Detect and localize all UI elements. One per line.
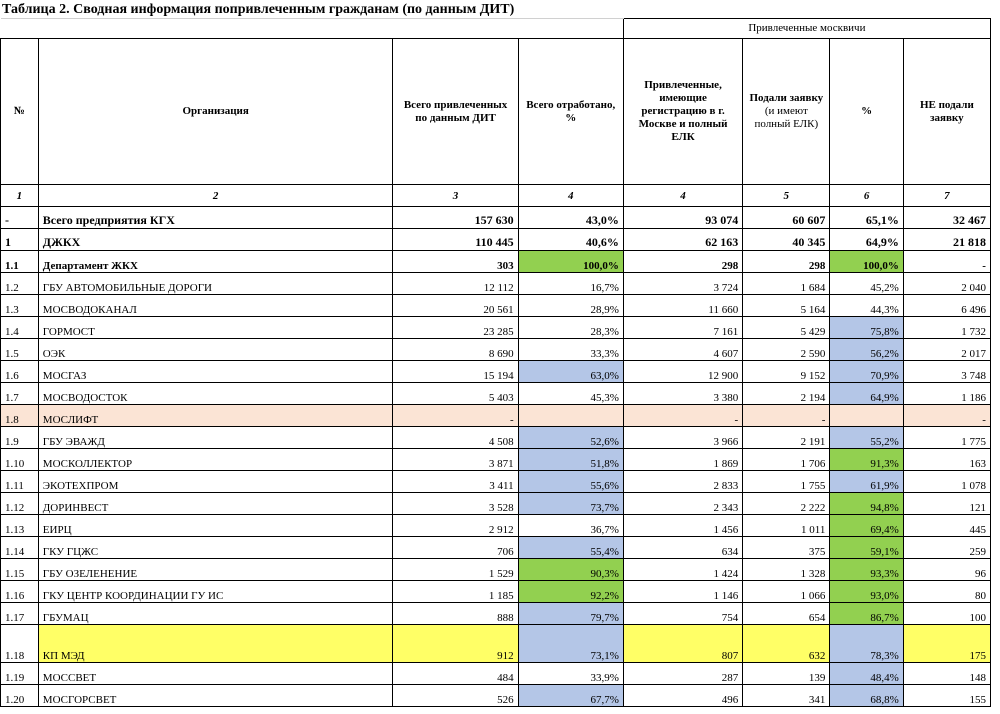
done-pct-cell: 40,6%: [518, 229, 623, 251]
registered-cell: 1 146: [623, 581, 742, 603]
registered-cell: 4 607: [623, 339, 742, 361]
not-applied-cell: -: [903, 405, 990, 427]
row-number: 1.7: [1, 383, 39, 405]
pct-cell: 86,7%: [830, 603, 903, 625]
applied-cell: 654: [743, 603, 830, 625]
done-pct-cell: 92,2%: [518, 581, 623, 603]
row-number: 1.1: [1, 251, 39, 273]
row-number: 1.15: [1, 559, 39, 581]
total-cell: 526: [393, 685, 518, 707]
pct-cell: 64,9%: [830, 383, 903, 405]
org-name: КП МЭД: [38, 625, 393, 663]
org-name: Всего предприятия КГХ: [38, 207, 393, 229]
table-row: [1, 471, 1000, 493]
done-pct-cell: 90,3%: [518, 559, 623, 581]
org-name: МОСГАЗ: [38, 361, 393, 383]
not-applied-cell: 121: [903, 493, 990, 515]
done-pct-cell: 79,7%: [518, 603, 623, 625]
not-applied-cell: 2 040: [903, 273, 990, 295]
edge-spacer: [990, 317, 999, 339]
edge-spacer: [990, 207, 999, 229]
index-cell: 5: [743, 185, 830, 207]
registered-cell: 3 380: [623, 383, 742, 405]
org-name: ГБУМАЦ: [38, 603, 393, 625]
row-number: -: [1, 207, 39, 229]
total-cell: 3 528: [393, 493, 518, 515]
pct-cell: 94,8%: [830, 493, 903, 515]
registered-cell: 93 074: [623, 207, 742, 229]
not-applied-cell: 96: [903, 559, 990, 581]
done-pct-cell: 55,4%: [518, 537, 623, 559]
total-cell: 3 871: [393, 449, 518, 471]
index-cell: 2: [38, 185, 393, 207]
edge-spacer: [990, 273, 999, 295]
total-cell: -: [393, 405, 518, 427]
table-row: [1, 405, 1000, 427]
not-applied-cell: 100: [903, 603, 990, 625]
applied-cell: 375: [743, 537, 830, 559]
done-pct-cell: 28,3%: [518, 317, 623, 339]
table-row: [1, 207, 1000, 229]
row-number: 1.19: [1, 663, 39, 685]
edge-spacer: [990, 537, 999, 559]
applied-cell: 60 607: [743, 207, 830, 229]
org-name: ГБУ ЭВАЖД: [38, 427, 393, 449]
total-cell: 888: [393, 603, 518, 625]
pct-cell: 55,2%: [830, 427, 903, 449]
row-number: 1.10: [1, 449, 39, 471]
index-cell: 6: [830, 185, 903, 207]
edge-spacer: [990, 625, 999, 663]
table-row: [1, 603, 1000, 625]
col-header-registered: Привлеченные, имеющие регистрацию в г. Москве и полный ЕЛК: [623, 39, 742, 185]
org-name: МОСВОДОКАНАЛ: [38, 295, 393, 317]
applied-cell: 2 222: [743, 493, 830, 515]
pct-cell: 93,0%: [830, 581, 903, 603]
total-cell: 912: [393, 625, 518, 663]
done-pct-cell: [518, 405, 623, 427]
not-applied-cell: 163: [903, 449, 990, 471]
total-cell: 484: [393, 663, 518, 685]
row-number: 1.13: [1, 515, 39, 537]
registered-cell: 754: [623, 603, 742, 625]
total-cell: 303: [393, 251, 518, 273]
applied-cell: 2 194: [743, 383, 830, 405]
table-row: [1, 493, 1000, 515]
group-header-muscovites: Привлеченные москвичи: [623, 19, 990, 39]
pct-cell: 70,9%: [830, 361, 903, 383]
done-pct-cell: 73,7%: [518, 493, 623, 515]
row-number: 1.16: [1, 581, 39, 603]
pct-cell: [830, 405, 903, 427]
registered-cell: 11 660: [623, 295, 742, 317]
total-cell: 12 112: [393, 273, 518, 295]
table-row: [1, 229, 1000, 251]
pct-cell: 75,8%: [830, 317, 903, 339]
org-name: МОССВЕТ: [38, 663, 393, 685]
not-applied-cell: 32 467: [903, 207, 990, 229]
edge-spacer: [990, 229, 999, 251]
col-header-done: Всего отработано, %: [518, 39, 623, 185]
pct-cell: 91,3%: [830, 449, 903, 471]
edge-spacer: [990, 251, 999, 273]
index-cell: 4: [518, 185, 623, 207]
total-cell: 23 285: [393, 317, 518, 339]
done-pct-cell: 63,0%: [518, 361, 623, 383]
col-header-applied-note: (и имеют полный ЕЛК): [754, 105, 819, 130]
edge-spacer: [990, 515, 999, 537]
applied-cell: 1 684: [743, 273, 830, 295]
done-pct-cell: 43,0%: [518, 207, 623, 229]
done-pct-cell: 16,7%: [518, 273, 623, 295]
not-applied-cell: -: [903, 251, 990, 273]
row-number: 1: [1, 229, 39, 251]
row-number: 1.12: [1, 493, 39, 515]
col-header-applied-title: Подали заявку: [749, 92, 824, 104]
row-number: 1.5: [1, 339, 39, 361]
table-title: Таблица 2. Сводная информация попривлеченным гражданам (по данным ДИТ): [2, 2, 515, 17]
row-number: 1.6: [1, 361, 39, 383]
total-cell: 1 185: [393, 581, 518, 603]
applied-cell: -: [743, 405, 830, 427]
total-cell: 110 445: [393, 229, 518, 251]
registered-cell: 1 424: [623, 559, 742, 581]
registered-cell: 2 833: [623, 471, 742, 493]
row-number: 1.20: [1, 685, 39, 707]
row-number: 1.4: [1, 317, 39, 339]
col-header-applied: [743, 39, 830, 185]
org-name: МОСВОДОСТОК: [38, 383, 393, 405]
table-row: [1, 581, 1000, 603]
applied-cell: 2 191: [743, 427, 830, 449]
applied-cell: 632: [743, 625, 830, 663]
registered-cell: 2 343: [623, 493, 742, 515]
table-row: [1, 251, 1000, 273]
edge-spacer: [990, 295, 999, 317]
total-cell: 157 630: [393, 207, 518, 229]
registered-cell: 12 900: [623, 361, 742, 383]
applied-cell: 40 345: [743, 229, 830, 251]
table-row: [1, 625, 1000, 663]
edge-spacer: [990, 559, 999, 581]
registered-cell: 298: [623, 251, 742, 273]
table-row: [1, 537, 1000, 559]
org-name: Департамент ЖКХ: [38, 251, 393, 273]
header-row: [1, 39, 1000, 185]
registered-cell: 62 163: [623, 229, 742, 251]
pct-cell: 59,1%: [830, 537, 903, 559]
table-row: [1, 273, 1000, 295]
total-cell: 1 529: [393, 559, 518, 581]
summary-table: [0, 18, 1000, 707]
done-pct-cell: 45,3%: [518, 383, 623, 405]
pct-cell: 64,9%: [830, 229, 903, 251]
registered-cell: 496: [623, 685, 742, 707]
edge-spacer: [990, 663, 999, 685]
col-header-pct: %: [830, 39, 903, 185]
registered-cell: 7 161: [623, 317, 742, 339]
applied-cell: 9 152: [743, 361, 830, 383]
not-applied-cell: 155: [903, 685, 990, 707]
org-name: ДОРИНВЕСТ: [38, 493, 393, 515]
index-row: [1, 185, 1000, 207]
edge-spacer: [990, 603, 999, 625]
pct-cell: 45,2%: [830, 273, 903, 295]
done-pct-cell: 33,9%: [518, 663, 623, 685]
edge-spacer: [990, 361, 999, 383]
total-cell: 706: [393, 537, 518, 559]
done-pct-cell: 67,7%: [518, 685, 623, 707]
not-applied-cell: 1 775: [903, 427, 990, 449]
org-name: ОЭК: [38, 339, 393, 361]
org-name: МОСЛИФТ: [38, 405, 393, 427]
registered-cell: 1 869: [623, 449, 742, 471]
pct-cell: 65,1%: [830, 207, 903, 229]
applied-cell: 2 590: [743, 339, 830, 361]
row-number: 1.14: [1, 537, 39, 559]
org-name: ГБУ ОЗЕЛЕНЕНИЕ: [38, 559, 393, 581]
index-cell: 7: [903, 185, 990, 207]
table-row: [1, 339, 1000, 361]
applied-cell: 1 706: [743, 449, 830, 471]
index-cell: 3: [393, 185, 518, 207]
done-pct-cell: 33,3%: [518, 339, 623, 361]
registered-cell: 3 724: [623, 273, 742, 295]
not-applied-cell: 6 496: [903, 295, 990, 317]
row-number: 1.11: [1, 471, 39, 493]
edge-spacer: [990, 405, 999, 427]
registered-cell: -: [623, 405, 742, 427]
applied-cell: 5 164: [743, 295, 830, 317]
not-applied-cell: 445: [903, 515, 990, 537]
not-applied-cell: 259: [903, 537, 990, 559]
table-row: [1, 559, 1000, 581]
done-pct-cell: 52,6%: [518, 427, 623, 449]
org-name: МОСКОЛЛЕКТОР: [38, 449, 393, 471]
applied-cell: 1 066: [743, 581, 830, 603]
done-pct-cell: 100,0%: [518, 251, 623, 273]
row-number: 1.18: [1, 625, 39, 663]
pct-cell: 93,3%: [830, 559, 903, 581]
not-applied-cell: 2 017: [903, 339, 990, 361]
org-name: ЕИРЦ: [38, 515, 393, 537]
org-name: ЭКОТЕХПРОМ: [38, 471, 393, 493]
row-number: 1.9: [1, 427, 39, 449]
edge-spacer: [990, 339, 999, 361]
col-header-no: №: [1, 39, 39, 185]
pct-cell: 100,0%: [830, 251, 903, 273]
not-applied-cell: 1 186: [903, 383, 990, 405]
org-name: ГКУ ЦЕНТР КООРДИНАЦИИ ГУ ИС: [38, 581, 393, 603]
row-number: 1.8: [1, 405, 39, 427]
not-applied-cell: 21 818: [903, 229, 990, 251]
done-pct-cell: 55,6%: [518, 471, 623, 493]
pct-cell: 56,2%: [830, 339, 903, 361]
registered-cell: 287: [623, 663, 742, 685]
row-number: 1.17: [1, 603, 39, 625]
table-row: [1, 361, 1000, 383]
total-cell: 8 690: [393, 339, 518, 361]
not-applied-cell: 175: [903, 625, 990, 663]
table-row: [1, 317, 1000, 339]
total-cell: 20 561: [393, 295, 518, 317]
total-cell: 15 194: [393, 361, 518, 383]
done-pct-cell: 73,1%: [518, 625, 623, 663]
applied-cell: 5 429: [743, 317, 830, 339]
pct-cell: 68,8%: [830, 685, 903, 707]
registered-cell: 1 456: [623, 515, 742, 537]
table-row: [1, 449, 1000, 471]
pct-cell: 44,3%: [830, 295, 903, 317]
org-name: ГОРМОСТ: [38, 317, 393, 339]
applied-cell: 298: [743, 251, 830, 273]
applied-cell: 1 328: [743, 559, 830, 581]
edge-spacer: [990, 493, 999, 515]
pct-cell: 78,3%: [830, 625, 903, 663]
table-row: [1, 663, 1000, 685]
not-applied-cell: 1 078: [903, 471, 990, 493]
table-row: [1, 383, 1000, 405]
edge-spacer: [990, 427, 999, 449]
pct-cell: 61,9%: [830, 471, 903, 493]
not-applied-cell: 1 732: [903, 317, 990, 339]
edge-spacer: [990, 383, 999, 405]
edge-spacer: [990, 581, 999, 603]
applied-cell: 341: [743, 685, 830, 707]
col-header-total: Всего привлеченных по данным ДИТ: [393, 39, 518, 185]
table-row: [1, 427, 1000, 449]
org-name: ГБУ АВТОМОБИЛЬНЫЕ ДОРОГИ: [38, 273, 393, 295]
done-pct-cell: 36,7%: [518, 515, 623, 537]
row-number: 1.2: [1, 273, 39, 295]
not-applied-cell: 3 748: [903, 361, 990, 383]
org-name: ДЖКХ: [38, 229, 393, 251]
registered-cell: 807: [623, 625, 742, 663]
registered-cell: 634: [623, 537, 742, 559]
done-pct-cell: 28,9%: [518, 295, 623, 317]
total-cell: 5 403: [393, 383, 518, 405]
total-cell: 4 508: [393, 427, 518, 449]
edge-spacer: [990, 471, 999, 493]
pct-cell: 69,4%: [830, 515, 903, 537]
applied-cell: 139: [743, 663, 830, 685]
pct-cell: 48,4%: [830, 663, 903, 685]
registered-cell: 3 966: [623, 427, 742, 449]
table-row: [1, 515, 1000, 537]
not-applied-cell: 80: [903, 581, 990, 603]
total-cell: 2 912: [393, 515, 518, 537]
index-cell: 4: [623, 185, 742, 207]
done-pct-cell: 51,8%: [518, 449, 623, 471]
applied-cell: 1 011: [743, 515, 830, 537]
header-group-row: [1, 19, 1000, 39]
table-row: [1, 295, 1000, 317]
edge-spacer: [990, 685, 999, 707]
index-cell: 1: [1, 185, 39, 207]
edge-spacer: [990, 449, 999, 471]
total-cell: 3 411: [393, 471, 518, 493]
table-row: [1, 685, 1000, 707]
applied-cell: 1 755: [743, 471, 830, 493]
org-name: МОСГОРСВЕТ: [38, 685, 393, 707]
col-header-not-applied: НЕ подали заявку: [903, 39, 990, 185]
org-name: ГКУ ГЦЖС: [38, 537, 393, 559]
row-number: 1.3: [1, 295, 39, 317]
not-applied-cell: 148: [903, 663, 990, 685]
col-header-org: Организация: [38, 39, 393, 185]
